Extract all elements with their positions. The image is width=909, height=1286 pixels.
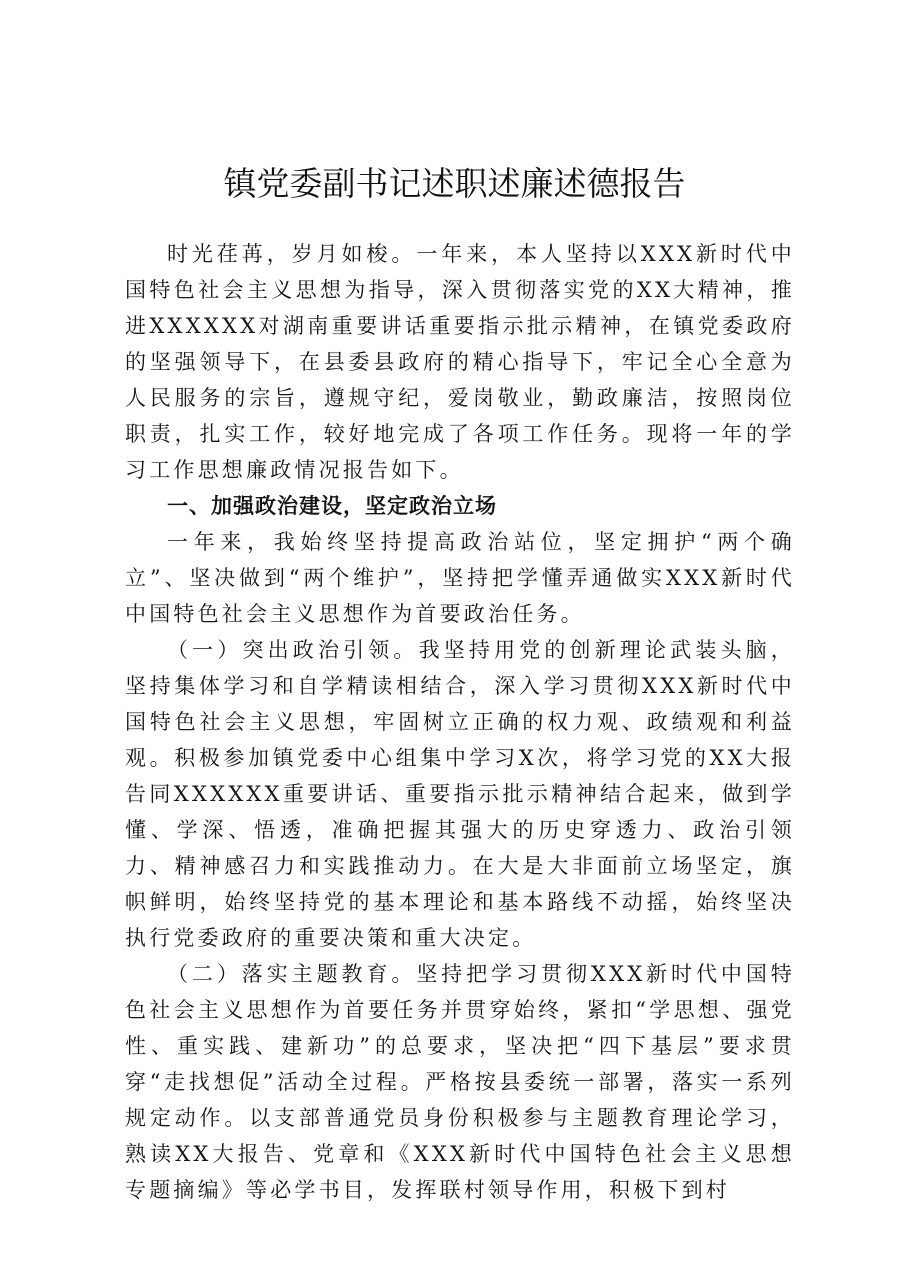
subsection-2-paragraph — [125, 956, 795, 1208]
subsection-1-paragraph — [125, 632, 795, 956]
subsection-2-text: 坚持把学习贯彻XXX新时代中国特色社会主义思想作为首要任务并贯穿始终，紧扣“学思想、强党性、重实践、建新功”的总要求，坚决把“四下基层”要求贯穿“走找想促”活动全过程。严格按县委统一部署，落实一系列规定动作。以支部普通党员身份积极参与主题教育理论学习，熟读XX大报告、党章和《XXX新时代中国特色社会主义思想专题摘编》等必学书目，发挥联村领导作用，积极下到村 — [125, 962, 795, 1202]
intro-paragraph: 时光荏苒，岁月如梭。一年来，本人坚持以XXX新时代中国特色社会主义思想为指导，深入贯彻落实党的XX大精神，推进XXXXXX对湖南重要讲话重要指示批示精神，在镇党委政府的坚强领导下，在县委县政府的精心指导下，牢记全心全意为人民服务的宗旨，遵规守纪，爱岗敬业，勤政廉洁，按照岗位职责，扎实工作，较好地完成了各项工作任务。现将一年的学习工作思想廉政情况报告如下。 — [125, 242, 795, 482]
subsection-1-text: 我坚持用党的创新理论武装头脑，坚持集体学习和自学精读相结合，深入学习贯彻XXX新时代中国特色社会主义思想，牢固树立正确的权力观、政绩观和利益观。积极参加镇党委中心组集中学习X次，将学习党的XX大报告同XXXXXX重要讲话、重要指示批示精神结合起来，做到学懂、学深、悟透，准确把握其强大的历史穿透力、政治引领力、精神感召力和实践推动力。在大是大非面前立场坚定，旗帜鲜明，始终坚持党的基本理论和基本路线不动摇，始终坚决执行党委政府的重要决策和重大决定。 — [125, 638, 796, 950]
document-body — [125, 236, 795, 1208]
subsection-2-title: （二）落实主题教育。 — [167, 962, 417, 986]
subsection-1-title: （一）突出政治引领。 — [167, 638, 419, 662]
section-lead-paragraph: 一年来，我始终坚持提高政治站位，坚定拥护“两个确立”、坚决做到“两个维护”，坚持把学懂弄通做实XXX新时代中国特色社会主义思想作为首要政治任务。 — [125, 530, 795, 626]
document-title: 镇党委副书记述职述廉述德报告 — [223, 164, 686, 203]
section-heading: 一、加强政治建设，坚定政治立场 — [167, 494, 497, 518]
